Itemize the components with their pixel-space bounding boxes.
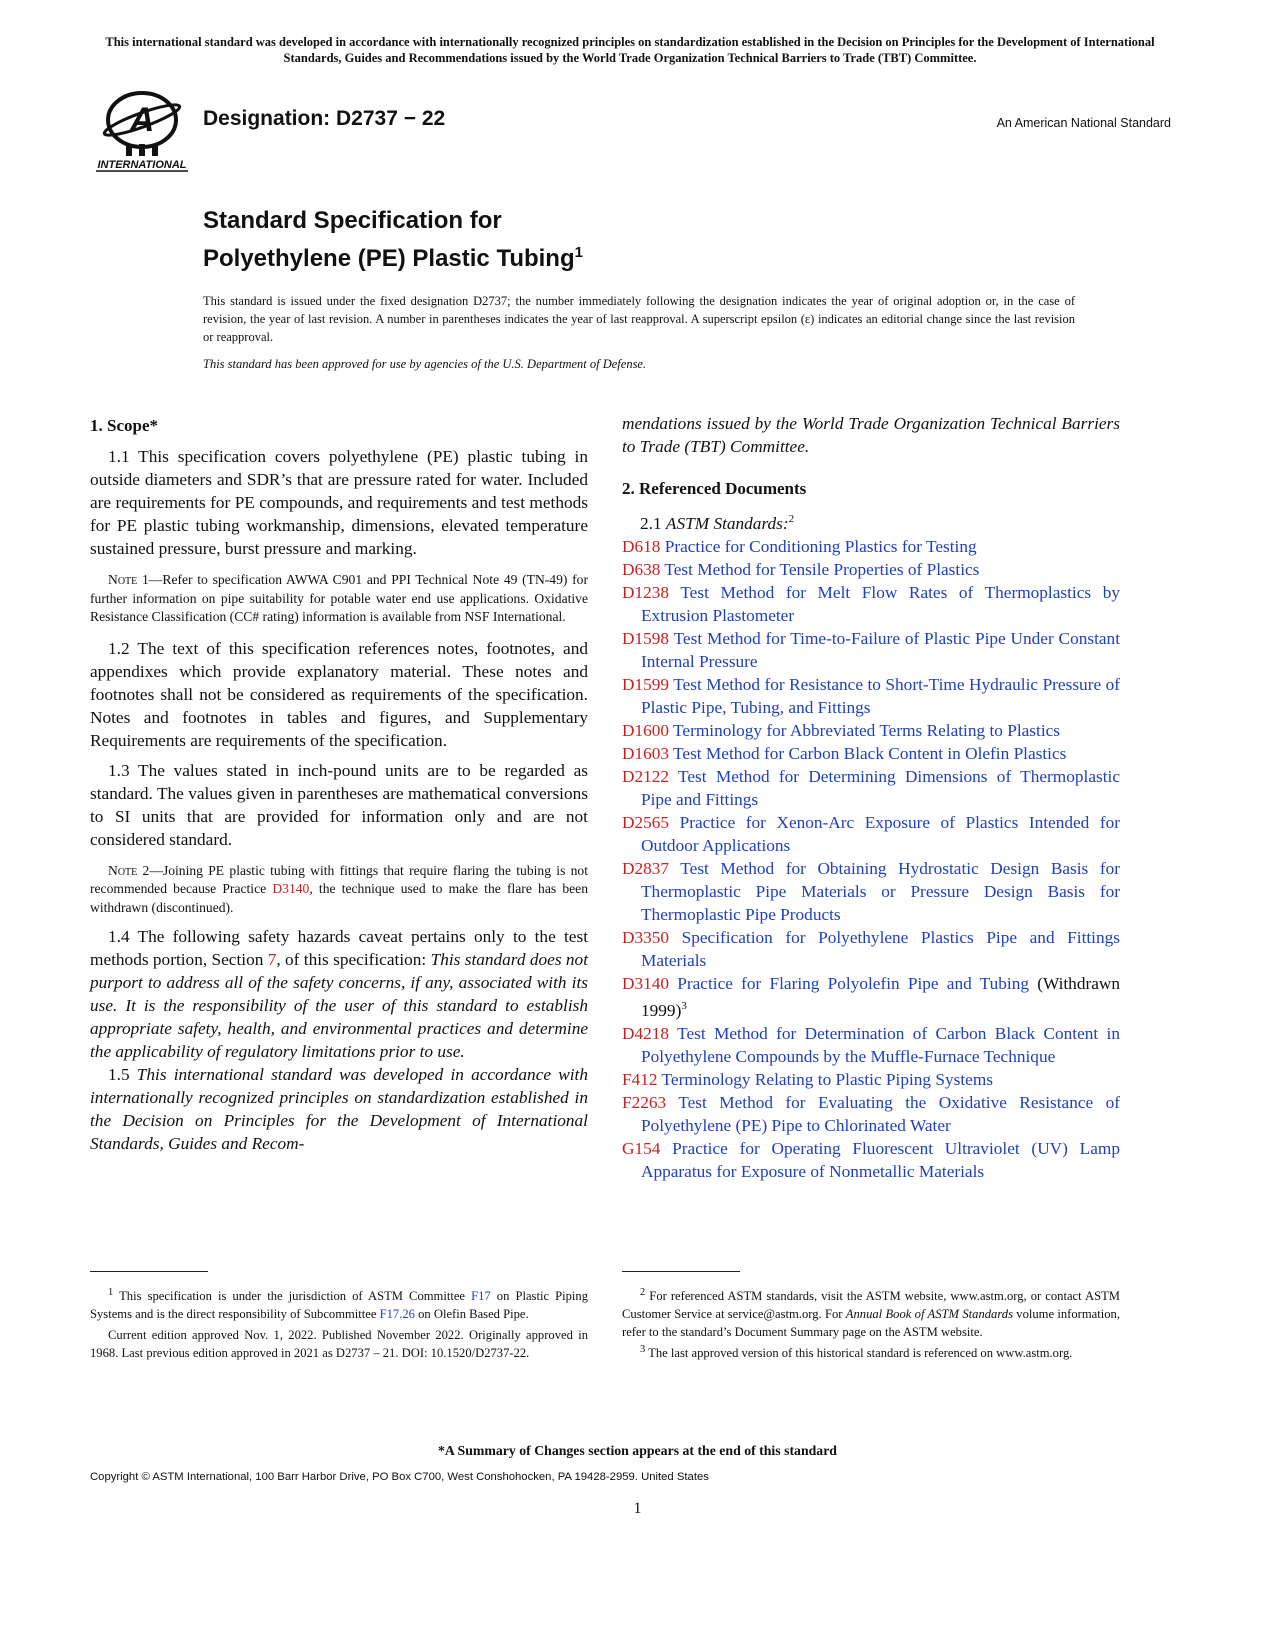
summary-of-changes-notice: *A Summary of Changes section appears at the end of this standard	[438, 1443, 837, 1458]
paragraph-1-1: 1.1 This specification covers polyethylene (PE) plastic tubing in outside diameters and SDR’s that are pressure rated for water. Included are requirements for PE compounds, and requirements and test methods for PE plastic tubing workmanship, dimensions, elevated temperature sustained pressure, burst pressure and marking.	[90, 447, 588, 558]
footnote-1-c: on Olefin Based Pipe.	[414, 1307, 529, 1322]
reference-code-link[interactable]: D4218	[622, 1023, 670, 1043]
note-1-label: Note 1	[108, 572, 149, 587]
reference-title-link[interactable]: Specification for Polyethylene Plastics Pipe and Fittings Materials	[641, 927, 1120, 970]
scope-heading: 1. Scope*	[90, 416, 158, 435]
footnote-1-b: on Plastic Piping Systems and is the direct responsibility of Subcommittee	[90, 1289, 588, 1322]
dod-approval: This standard has been approved for use by agencies of the U.S. Department of Defense.	[203, 357, 647, 371]
reference-title-link[interactable]: Test Method for Melt Flow Rates of Thermoplastics by Extrusion Plastometer	[641, 582, 1120, 625]
reference-title-link[interactable]: Practice for Xenon-Arc Exposure of Plastics Intended for Outdoor Applications	[641, 812, 1120, 855]
reference-title-link[interactable]: Test Method for Obtaining Hydrostatic Design Basis for Thermoplastic Pipe Materials or Pressure Design Basis for Thermoplastic Pipe Products	[641, 858, 1120, 924]
note-2-text-b: , the technique used to make the flare has been withdrawn (discontinued).	[90, 881, 588, 915]
edition-info: Current edition approved Nov. 1, 2022. Published November 2022. Originally approved in 1968. Last previous edition approved in 2021 as D2737 – 21. DOI: 10.1520/D2737-22.	[90, 1328, 588, 1361]
reference-code-link[interactable]: D1238	[622, 582, 670, 602]
copyright: Copyright © ASTM International, 100 Barr Harbor Drive, PO Box C700, West Conshohocken, PA 19428-2959. United States	[90, 1471, 709, 1483]
paragraph-1-5-text: This international standard was developed in accordance with internationally recognized principles on standardization established in the Decision on Principles for the Development of International Standards, Guides and Recom-	[90, 1065, 588, 1153]
reference-code-link[interactable]: D1599	[622, 674, 670, 694]
reference-title-link[interactable]: Practice for Flaring Polyolefin Pipe and Tubing	[669, 973, 1029, 993]
astm-logo	[92, 86, 198, 176]
reference-code-link[interactable]: G154	[622, 1138, 661, 1158]
reference-item	[622, 627, 1120, 673]
note-1	[90, 571, 588, 627]
right-column	[622, 412, 1120, 1183]
reference-title-link[interactable]: Practice for Conditioning Plastics for Testing	[660, 536, 977, 556]
reference-item	[622, 972, 1120, 1022]
subsection-number: 2.1	[640, 513, 666, 533]
note-2	[90, 862, 588, 918]
reference-code-link[interactable]: D2565	[622, 812, 670, 832]
footnote-2-num: 2	[640, 1287, 646, 1298]
reference-code-link[interactable]: D3140	[622, 973, 670, 993]
reference-code-link[interactable]: D1598	[622, 628, 670, 648]
reference-item	[622, 581, 1120, 627]
paragraph-1-5-num: 1.5	[108, 1065, 137, 1084]
footnote-1-a: This specification is under the jurisdiction of ASTM Committee	[113, 1289, 472, 1304]
designation: Designation: D2737 − 22	[203, 107, 446, 130]
paragraph-1-5-continued: mendations issued by the World Trade Organization Technical Barriers to Trade (TBT) Committee.	[622, 414, 1120, 456]
reference-code-link[interactable]: D3350	[622, 927, 670, 947]
reference-item	[622, 811, 1120, 857]
footnotes-left	[90, 1284, 588, 1362]
section-7-link[interactable]: 7	[267, 950, 277, 969]
american-national-standard: An American National Standard	[996, 116, 1171, 130]
reference-code-link[interactable]: D2837	[622, 858, 670, 878]
annual-book-title: Annual Book of ASTM Standards	[845, 1307, 1013, 1322]
reference-item	[622, 742, 1120, 765]
reference-code-link[interactable]: D2122	[622, 766, 670, 786]
footnote-2-b: volume information, refer to the standard’s Document Summary page on the ASTM website.	[622, 1307, 1120, 1340]
reference-title-link[interactable]: Test Method for Determining Dimensions of Thermoplastic Pipe and Fittings	[641, 766, 1120, 809]
footnote-3-ref[interactable]: 3	[681, 999, 687, 1012]
footnote-divider-left	[90, 1271, 208, 1272]
title-line-1: Standard Specification for	[203, 207, 502, 234]
paragraph-1-4-b: , of this specification:	[276, 950, 431, 969]
refdocs-heading: 2. Referenced Documents	[622, 479, 807, 498]
note-2-label: Note 2	[108, 862, 150, 878]
reference-item	[622, 857, 1120, 926]
paragraph-1-3: 1.3 The values stated in inch-pound units are to be regarded as standard. The values given in parentheses are mathematical conversions to SI units that are provided for information only and are not considered standard.	[90, 760, 588, 849]
footnote-3-num: 3	[640, 1344, 646, 1356]
scope-section	[90, 416, 588, 1155]
reference-code-link[interactable]: F2263	[622, 1092, 667, 1112]
reference-title-link[interactable]: Test Method for Tensile Properties of Plastics	[660, 559, 980, 579]
footnotes-right	[622, 1284, 1120, 1362]
withdrawn-note: (Withdrawn 1999)	[641, 973, 1121, 1020]
paragraph-1-4-a: 1.4 The following safety hazards caveat pertains only to the test methods portion, Section	[90, 927, 588, 969]
trade-notice: This international standard was developed in accordance with internationally recognized principles on standardization established in the Decision on Principles for the Development of International Standards, Guides and Recommendations issued by the World Trade Organization Technical Barriers to Trade (TBT) Committee.	[105, 35, 1155, 65]
reference-title-link[interactable]: Test Method for Time-to-Failure of Plastic Pipe Under Constant Internal Pressure	[641, 628, 1120, 671]
page-number: 1	[633, 1500, 642, 1517]
reference-item	[622, 1091, 1120, 1137]
reference-item	[622, 673, 1120, 719]
footnote-3-text: The last approved version of this historical standard is referenced on www.astm.org.	[645, 1346, 1073, 1361]
reference-list	[622, 535, 1120, 1183]
paragraph-1-2: 1.2 The text of this specification references notes, footnotes, and appendixes which provide explanatory material. These notes and footnotes shall not be considered as requirements of the specification. Notes and footnotes in tables and figures, and Supplementary Requirements are requirements of the specification.	[90, 638, 588, 750]
reference-code-link[interactable]: D638	[622, 559, 661, 579]
reference-item	[622, 1022, 1120, 1068]
footnote-3	[622, 1341, 1120, 1362]
footnote-2-ref[interactable]: 2	[788, 513, 795, 525]
safety-caveat: This standard does not purport to address all of the safety concerns, if any, associated with its use. It is the responsibility of the user of this standard to establish appropriate safety, health, and environmental practices and determine the applicability of regulatory limitations prior to use.	[90, 950, 589, 1061]
reference-title-link[interactable]: Test Method for Carbon Black Content in Olefin Plastics	[669, 743, 1067, 763]
paragraph-1-4	[90, 925, 588, 1063]
footnote-divider-right	[622, 1271, 740, 1272]
footnote-2	[622, 1284, 1120, 1341]
reference-code-link[interactable]: D1603	[622, 743, 670, 763]
note-2-text-a: —Joining PE plastic tubing with fittings that require flaring the tubing is not recommended because Practice	[90, 862, 589, 896]
reference-item	[622, 535, 1120, 558]
svg-text:INTERNATIONAL: INTERNATIONAL	[97, 159, 187, 171]
issued-statement: This standard is issued under the fixed designation D2737; the number immediately following the designation indicates the year of original adoption or, in the case of revision, the year of last revision. A number in parentheses indicates the year of last reapproval. A superscript epsilon (ε) indicates an editorial change since the last revision or reapproval.	[203, 294, 1075, 344]
document-title	[203, 205, 583, 275]
reference-title-link[interactable]: Test Method for Resistance to Short-Time Hydraulic Pressure of Plastic Pipe, Tubing, and Fittings	[641, 674, 1120, 717]
title-footnote-ref[interactable]: 1	[574, 244, 583, 261]
reference-title-link[interactable]: Terminology Relating to Plastic Piping Systems	[657, 1069, 994, 1089]
title-line-2: Polyethylene (PE) Plastic Tubing	[203, 245, 575, 272]
reference-item	[622, 1137, 1120, 1183]
reference-title-link[interactable]: Terminology for Abbreviated Terms Relating to Plastics	[669, 720, 1061, 740]
reference-code-link[interactable]: D1600	[622, 720, 670, 740]
reference-title-link[interactable]: Test Method for Evaluating the Oxidative Resistance of Polyethylene (PE) Pipe to Chlorinated Water	[641, 1092, 1120, 1135]
note-2-link-d3140[interactable]: D3140	[272, 881, 310, 896]
astm-standards-label: ASTM Standards:	[665, 513, 789, 533]
reference-code-link[interactable]: D618	[622, 536, 661, 556]
reference-item	[622, 719, 1120, 742]
reference-code-link[interactable]: F412	[622, 1069, 658, 1089]
reference-item	[622, 558, 1120, 581]
subcommittee-f17-26-link[interactable]: F17.26	[379, 1307, 415, 1322]
reference-item	[622, 1068, 1120, 1091]
footnote-2-a: For referenced ASTM standards, visit the ASTM website, www.astm.org, or contact ASTM Customer Service at service@astm.org. For	[622, 1289, 1120, 1322]
reference-item	[622, 765, 1120, 811]
note-1-text: —Refer to specification AWWA C901 and PPI Technical Note 49 (TN-49) for further information on pipe suitability for potable water end use applications. Oxidative Resistance Classification (CC# rating) information is available from NSF International.	[90, 572, 589, 624]
reference-title-link[interactable]: Practice for Operating Fluorescent Ultraviolet (UV) Lamp Apparatus for Exposure of Nonmetallic Materials	[641, 1138, 1120, 1181]
footnote-1	[90, 1284, 588, 1323]
reference-title-link[interactable]: Test Method for Determination of Carbon Black Content in Polyethylene Compounds by the Muffle-Furnace Technique	[641, 1023, 1120, 1066]
reference-item	[622, 926, 1120, 972]
committee-f17-link[interactable]: F17	[471, 1289, 491, 1304]
astm-standards-subheading	[622, 508, 1120, 535]
paragraph-1-5	[90, 1063, 588, 1155]
footnote-1-num: 1	[108, 1287, 114, 1298]
astm-logo-mark	[92, 86, 198, 176]
svg-text:A: A	[129, 101, 155, 139]
